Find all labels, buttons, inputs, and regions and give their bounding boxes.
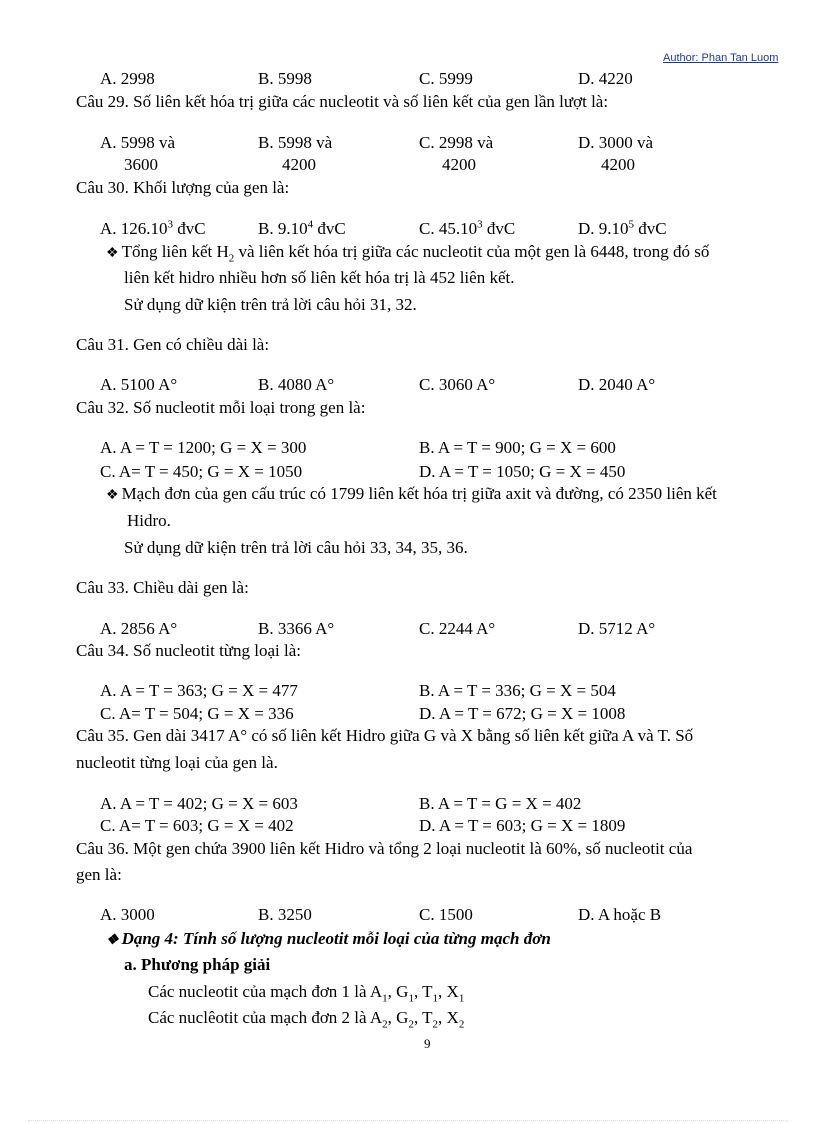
question-33: Câu 33. Chiều dài gen là: (76, 578, 249, 597)
question-31: Câu 31. Gen có chiều dài là: (76, 335, 270, 354)
q35-option-a: A. A = T = 402; G = X = 603 (100, 794, 298, 813)
q36-option-c: C. 1500 (419, 905, 473, 924)
q30-option-a: A. 126.10$^3$ đvC (100, 218, 206, 238)
q34-option-d: D. A = T = 672; G = X = 1008 (419, 704, 626, 723)
q29-option-c-cont: 4200 (442, 155, 476, 174)
q36-option-d: D. A hoặc B (578, 905, 662, 924)
question-30: Câu 30. Khối lượng của gen là: (76, 178, 290, 197)
q29-option-c: C. 2998 và (419, 133, 494, 152)
question-34: Câu 34. Số nucleotit từng loại là: (76, 641, 301, 660)
q33-option-c: C. 2244 A° (419, 619, 496, 638)
question-36-line-1: Câu 36. Một gen chứa 3900 liên kết Hidro và tổng 2 loại nucleotit là 60%, số nucleotit của (76, 839, 693, 858)
q34-option-b: B. A = T = 336; G = X = 504 (419, 681, 616, 700)
q31-option-d: D. 2040 A° (578, 375, 656, 394)
section-heading: ❖ Dạng 4: Tính số lượng nucleotit mỗi loại của từng mạch đơn (106, 929, 551, 948)
q32-option-a: A. A = T = 1200; G = X = 300 (100, 438, 307, 457)
strand-2-line: Các nuclêotit của mạch đơn 2 là $A_2$, $G_2$, $T_2$, $X_2$ (148, 1008, 465, 1031)
question-36-line-2: gen là: (76, 865, 122, 884)
q30-option-b: B. 9.10$^4$ đvC (258, 218, 346, 238)
strand-1-line: Các nucleotit của mạch đơn 1 là $A_1$, $G_1$, $T_1$, $X_1$ (148, 982, 465, 1005)
question-29: Câu 29. Số liên kết hóa trị giữa các nucleotit và số liên kết của gen lần lượt là: (76, 92, 609, 111)
info-block-1-line-3: Sử dụng dữ kiện trên trả lời câu hỏi 31, 32. (124, 295, 417, 314)
q31-option-c: C. 3060 A° (419, 375, 496, 394)
q35-option-c: C. A= T = 603; G = X = 402 (100, 816, 294, 835)
diamond-bullet-icon: ❖ (106, 488, 119, 503)
q32-option-b: B. A = T = 900; G = X = 600 (419, 438, 616, 457)
q32-option-d: D. A = T = 1050; G = X = 450 (419, 462, 626, 481)
page-number: 9 (424, 1036, 431, 1051)
info-block-2-line-2: Hidro. (127, 511, 171, 530)
q33-option-d: D. 5712 A° (578, 619, 656, 638)
info-block-2-line-3: Sử dụng dữ kiện trên trả lời câu hỏi 33, 34, 35, 36. (124, 538, 468, 557)
q30-option-d: D. 9.10$^5$ đvC (578, 218, 667, 238)
question-32: Câu 32. Số nucleotit mỗi loại trong gen là: (76, 398, 366, 417)
q32-option-c: C. A= T = 450; G = X = 1050 (100, 462, 303, 481)
q34-option-c: C. A= T = 504; G = X = 336 (100, 704, 294, 723)
option-c: C. 5999 (419, 69, 473, 88)
method-subheading: a. Phương pháp giải (124, 955, 271, 974)
info-block-2-line-1: ❖ Mạch đơn của gen cấu trúc có 1799 liên kết hóa trị giữa axit và đường, có 2350 liên kết (106, 484, 717, 503)
diamond-bullet-icon: ❖ (106, 933, 119, 948)
question-35-line-2: nucleotit từng loại của gen là. (76, 753, 278, 772)
q29-option-d-cont: 4200 (601, 155, 635, 174)
q30-option-c: C. 45.10$^3$ đvC (419, 218, 516, 238)
option-a: A. 2998 (100, 69, 155, 88)
q29-option-b-cont: 4200 (282, 155, 316, 174)
q33-option-b: B. 3366 A° (258, 619, 335, 638)
diamond-bullet-icon: ❖ (106, 246, 119, 261)
q34-option-a: A. A = T = 363; G = X = 477 (100, 681, 298, 700)
q35-option-b: B. A = T = G = X = 402 (419, 794, 582, 813)
q35-option-d: D. A = T = 603; G = X = 1809 (419, 816, 626, 835)
option-d: D. 4220 (578, 69, 633, 88)
q29-option-a: A. 5998 và (100, 133, 176, 152)
footer-divider (28, 1120, 788, 1121)
q36-option-a: A. 3000 (100, 905, 155, 924)
info-block-1-line-2: liên kết hidro nhiều hơn số liên kết hóa trị là 452 liên kết. (124, 268, 515, 287)
question-35-line-1: Câu 35. Gen dài 3417 A° có số liên kết Hidro giữa G và X bằng số liên kết giữa A và T. Số (76, 726, 694, 745)
q29-option-d: D. 3000 và (578, 133, 654, 152)
author-credit: Author: Phan Tan Luom (663, 52, 779, 64)
q31-option-a: A. 5100 A° (100, 375, 178, 394)
q36-option-b: B. 3250 (258, 905, 312, 924)
q31-option-b: B. 4080 A° (258, 375, 335, 394)
q33-option-a: A. 2856 A° (100, 619, 178, 638)
q29-option-a-cont: 3600 (124, 155, 158, 174)
q29-option-b: B. 5998 và (258, 133, 333, 152)
option-b: B. 5998 (258, 69, 312, 88)
info-block-1-line-1: ❖ Tổng liên kết $H_2$ và liên kết hóa trị giữa các nucleotit của một gen là 6448, trong đó số (106, 242, 710, 265)
